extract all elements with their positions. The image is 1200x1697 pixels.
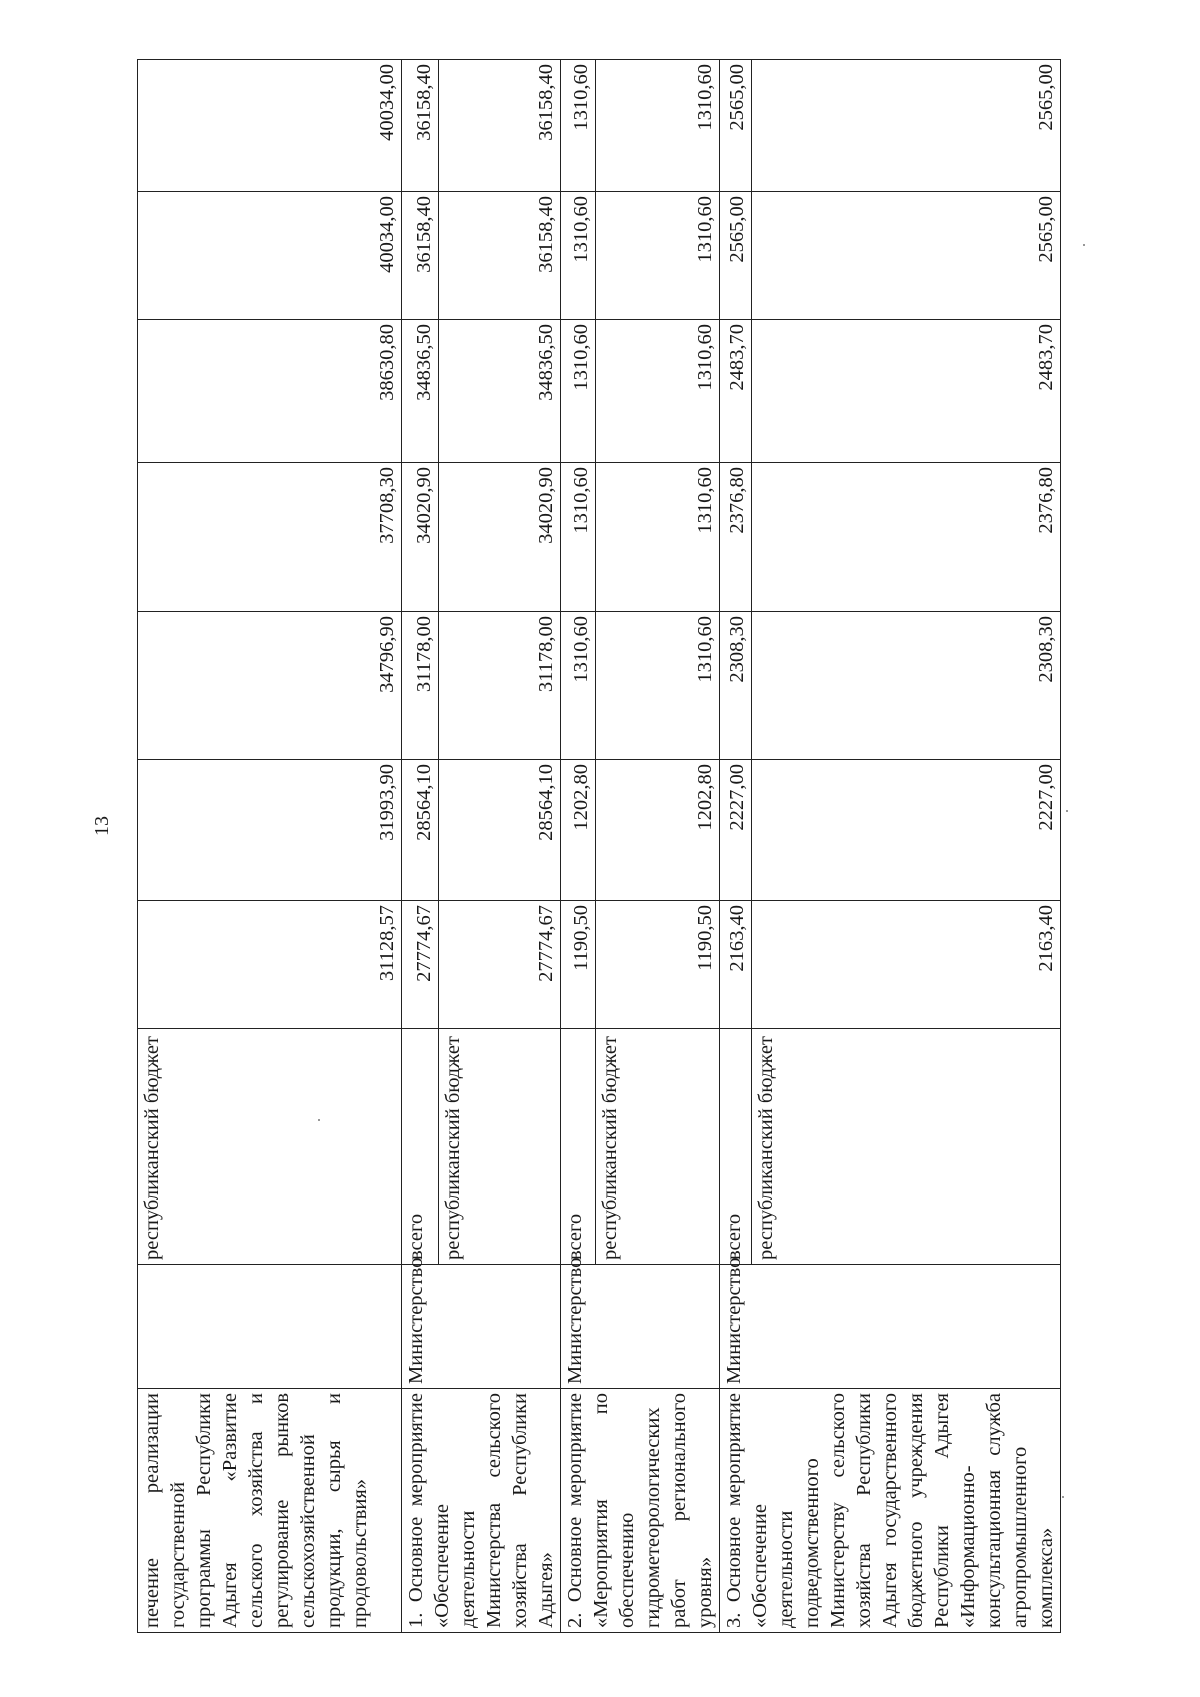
value-cell: 2376,80 bbox=[752, 463, 1061, 612]
value-cell: 1310,60 bbox=[595, 612, 719, 760]
value-cell: 2483,70 bbox=[752, 320, 1061, 463]
row-description: 1. Основное мероприятие «Обеспечение деятельности Министерства сельского хозяйства Республики Адыгея» bbox=[402, 1389, 561, 1633]
value-cell: 2565,00 bbox=[752, 192, 1061, 320]
value-cell: 36158,40 bbox=[438, 60, 560, 192]
value-cell: 27774,67 bbox=[402, 901, 439, 1029]
table-row bbox=[138, 60, 402, 1633]
table-row bbox=[402, 60, 439, 1633]
value-cell: 1310,60 bbox=[561, 192, 596, 320]
value-cell: 37708,30 bbox=[138, 463, 402, 612]
value-cell: 34836,50 bbox=[402, 320, 439, 463]
value-cell: 1310,60 bbox=[595, 60, 719, 192]
value-cell: 31993,90 bbox=[138, 760, 402, 901]
scan-speck bbox=[1062, 1496, 1064, 1498]
funding-source: республиканский бюджет bbox=[438, 1029, 560, 1265]
value-cell: 38630,80 bbox=[138, 320, 402, 463]
funding-source: всего bbox=[720, 1029, 752, 1265]
executor-cell: Министерство bbox=[561, 1265, 720, 1389]
value-cell: 1310,60 bbox=[561, 463, 596, 612]
value-cell: 1310,60 bbox=[595, 463, 719, 612]
page-number: 13 bbox=[91, 816, 113, 836]
row-description: 2. Основное мероприятие «Мероприятия по обеспечению гидрометеорологических работ регионального уровня» bbox=[561, 1389, 720, 1633]
funding-source: республиканский бюджет bbox=[752, 1029, 1061, 1265]
value-cell: 28564,10 bbox=[438, 760, 560, 901]
value-cell: 2227,00 bbox=[752, 760, 1061, 901]
value-cell: 1310,60 bbox=[561, 60, 596, 192]
rotated-table-wrapper bbox=[137, 60, 1057, 1633]
table-row bbox=[561, 60, 596, 1633]
value-cell: 1310,60 bbox=[595, 320, 719, 463]
value-cell: 1190,50 bbox=[595, 901, 719, 1029]
value-cell: 28564,10 bbox=[402, 760, 439, 901]
value-cell: 36158,40 bbox=[402, 192, 439, 320]
executor-cell bbox=[138, 1265, 402, 1389]
scan-speck bbox=[318, 1119, 320, 1121]
value-cell: 2376,80 bbox=[720, 463, 752, 612]
value-cell: 2163,40 bbox=[752, 901, 1061, 1029]
value-cell: 34020,90 bbox=[402, 463, 439, 612]
value-cell: 40034,00 bbox=[138, 60, 402, 192]
value-cell: 34836,50 bbox=[438, 320, 560, 463]
value-cell: 34020,90 bbox=[438, 463, 560, 612]
value-cell: 2483,70 bbox=[720, 320, 752, 463]
value-cell: 1310,60 bbox=[561, 320, 596, 463]
funding-source: республиканский бюджет bbox=[595, 1029, 719, 1265]
scan-speck bbox=[1083, 244, 1085, 246]
funding-source: республиканский бюджет bbox=[138, 1029, 402, 1265]
value-cell: 1202,80 bbox=[595, 760, 719, 901]
value-cell: 36158,40 bbox=[438, 192, 560, 320]
value-cell: 2227,00 bbox=[720, 760, 752, 901]
value-cell: 27774,67 bbox=[438, 901, 560, 1029]
value-cell: 2565,00 bbox=[720, 60, 752, 192]
value-cell: 2308,30 bbox=[720, 612, 752, 760]
value-cell: 2308,30 bbox=[752, 612, 1061, 760]
value-cell: 2565,00 bbox=[752, 60, 1061, 192]
value-cell: 1190,50 bbox=[561, 901, 596, 1029]
row-description: печение реализации государственной программы Республики Адыгея «Развитие сельского хозяйства и регулирование рынков сельскохозяйственной продукции, сырья и продовольствия» bbox=[138, 1389, 402, 1633]
table-row bbox=[720, 60, 752, 1633]
funding-source: всего bbox=[561, 1029, 596, 1265]
budget-table bbox=[137, 59, 1061, 1633]
funding-source: всего bbox=[402, 1029, 439, 1265]
value-cell: 40034,00 bbox=[138, 192, 402, 320]
value-cell: 2565,00 bbox=[720, 192, 752, 320]
executor-cell: Министерство bbox=[720, 1265, 1061, 1389]
row-description: 3. Основное мероприятие «Обеспечение деятельности подведомственного Министерству сельского хозяйства Республики Адыгея государственного бюджетного учреждения Республики Адыгея «Информационно-консультационная служба агропромышленного комплекса» bbox=[720, 1389, 1061, 1633]
value-cell: 36158,40 bbox=[402, 60, 439, 192]
value-cell: 31128,57 bbox=[138, 901, 402, 1029]
value-cell: 31178,00 bbox=[438, 612, 560, 760]
value-cell: 1310,60 bbox=[595, 192, 719, 320]
value-cell: 31178,00 bbox=[402, 612, 439, 760]
executor-cell: Министерство bbox=[402, 1265, 561, 1389]
value-cell: 2163,40 bbox=[720, 901, 752, 1029]
value-cell: 34796,90 bbox=[138, 612, 402, 760]
value-cell: 1310,60 bbox=[561, 612, 596, 760]
value-cell: 1202,80 bbox=[561, 760, 596, 901]
scan-speck bbox=[1066, 810, 1068, 812]
